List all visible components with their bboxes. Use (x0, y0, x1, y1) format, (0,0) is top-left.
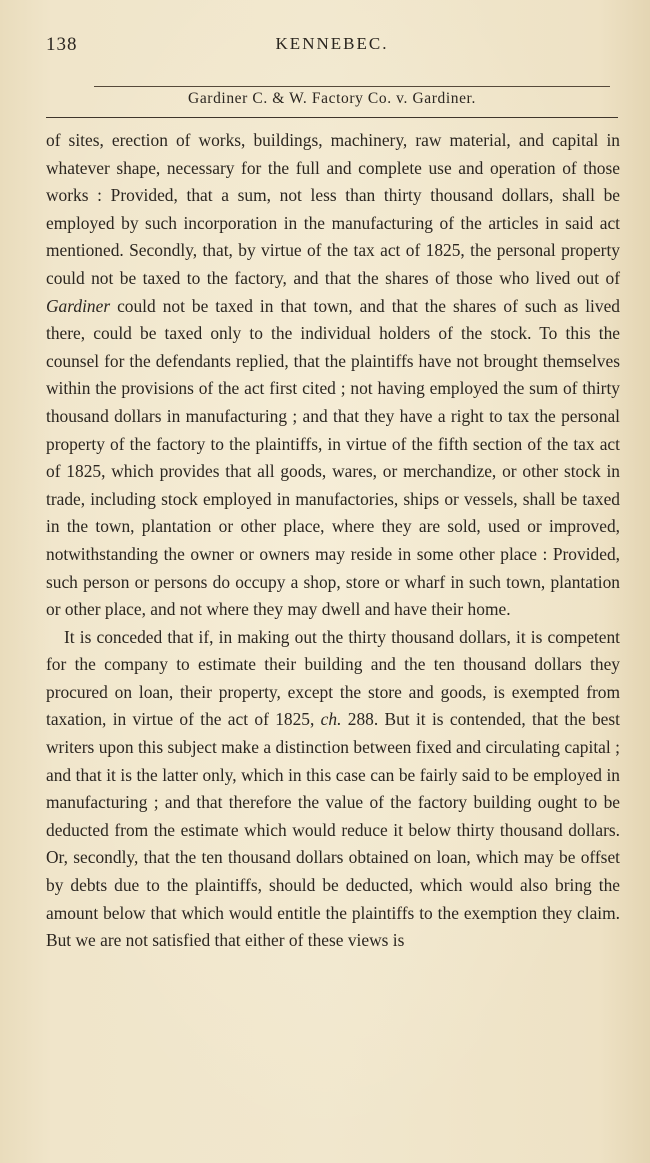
page-number: 138 (46, 34, 78, 55)
paragraph-1-text-a: of sites, erection of works, buildings, machinery, raw material, and capital in whatever shape, necessary for the full and complete use and operation of those works : Provided, that a sum, not less than thirty thousand dollars, shall be employed by such incorporation in the manufacturing of the articles in said act mentioned. Secondly, that, by virtue of the tax act of 1825, the personal property could not be taxed to the factory, and that the shares of those who lived out of (46, 130, 620, 288)
case-title: Gardiner C. & W. Factory Co. v. Gardiner. (188, 90, 476, 107)
case-title-rule (46, 117, 618, 118)
italic-chapter-abbrev: ch. (320, 709, 342, 730)
header-rule (94, 86, 610, 87)
running-head (46, 34, 618, 60)
body-text (46, 127, 620, 955)
running-title: KENNEBEC. (275, 34, 389, 53)
paragraph-1-text-b: could not be taxed in that town, and that the shares of such as lived there, could be taxed only to the individual holders of the stock. To this the counsel for the defendants replied, that the plaintiffs have not brought themselves within the provisions of the act first cited ; not having employed the sum of thirty thousand dollars in manufacturing ; and that they have a right to tax the personal property of the factory to the plaintiffs, in virtue of the fifth section of the tax act of 1825, which provides that all goods, wares, or merchandize, or other stock in trade, including stock employed in manufactories, ships or vessels, shall be taxed in the town, plantation or other place, where they are sold, used or improved, notwithstanding the owner or owners may reside in some other place : Provided, such person or persons do occupy a shop, store or wharf in such town, plantation or other place, and not where they may dwell and have their home. (46, 295, 620, 620)
italic-place-name: Gardiner (46, 295, 111, 316)
paragraph-2-text-a: It is conceded that if, in making out the thirty thousand dollars, it is competent for the company to estimate their building and the ten thousand dollars they procured on loan, their property, except the store and goods, is exempted from taxation, in virtue of the act of 1825, (46, 626, 620, 730)
paragraph-2 (46, 624, 620, 955)
paragraph-2-text-b: 288. But it is contended, that the best writers upon this subject make a distinction between fixed and circulating capital ; and that it is the latter only, which in this case can be fairly said to be employed in manufacturing ; and that therefore the value of the factory building ought to be deducted from the estimate which would reduce it below thirty thousand dollars. Or, secondly, that the ten thousand dollars obtained on loan, which may be offset by debts due to the plaintiffs, should be deducted, which would also bring the amount below that which would entitle the plaintiffs to the exemption they claim. But we are not satisfied that either of these views is (46, 709, 620, 951)
paragraph-1 (46, 127, 620, 624)
